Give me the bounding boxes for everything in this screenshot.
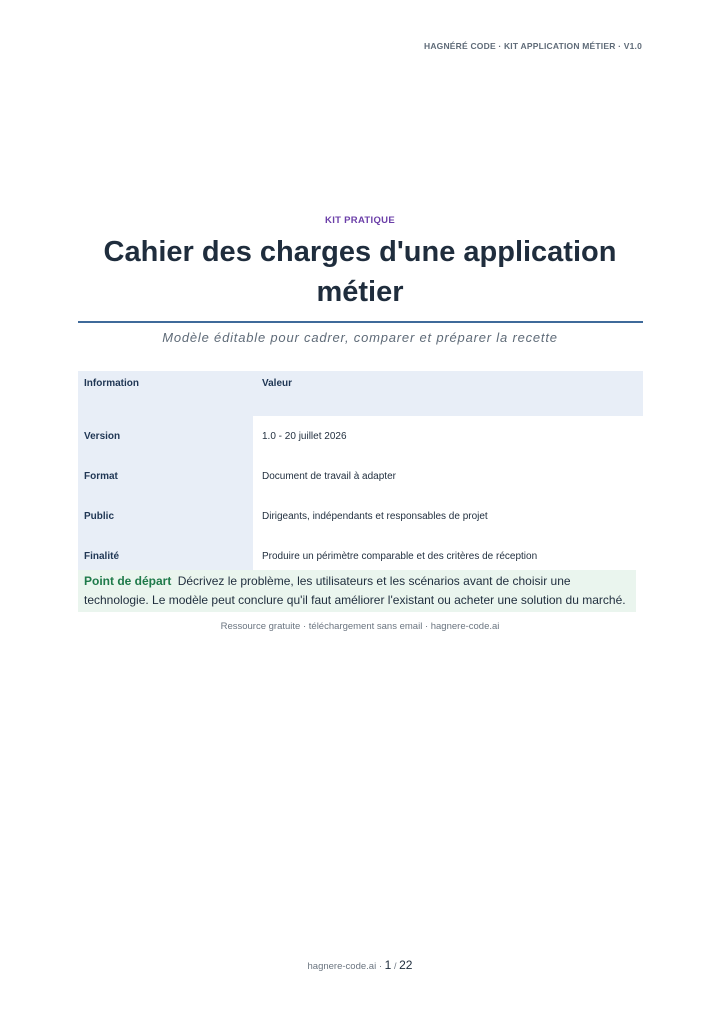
page-title: Cahier des charges d'une application métier [103,236,617,308]
callout-label: Point de départ [84,574,172,588]
row-key-format: Format [78,456,253,496]
page-footer [0,958,720,972]
starting-point-callout [78,570,636,612]
column-header-valeur: Valeur [253,371,643,416]
footer-site: hagnere-code.ai · [307,961,382,972]
row-value-finalite: Produire un périmètre comparable et des critères de réception [253,536,643,576]
resource-note: Ressource gratuite · téléchargement sans email · hagnere-code.ai [220,621,500,632]
info-table [78,371,643,576]
table-row [78,416,643,456]
kicker-label: KIT PRATIQUE [325,215,395,226]
table-header-row [78,371,643,416]
table-row [78,456,643,496]
title-divider [78,321,643,323]
page-subtitle: Modèle éditable pour cadrer, comparer et préparer la recette [162,330,558,345]
row-key-version: Version [78,416,253,456]
page-number-current: 1 [384,958,392,972]
row-value-format: Document de travail à adapter [253,456,643,496]
row-value-public: Dirigeants, indépendants et responsables de projet [253,496,643,536]
page-number-total: 22 [399,958,413,972]
callout-text: Décrivez le problème, les utilisateurs et les scénarios avant de choisir une technologie. Le modèle peut conclure qu'il faut améliorer l'existant ou acheter une solution du marché. [84,574,626,607]
row-key-finalite: Finalité [78,536,253,576]
page-number-separator: / [393,961,397,971]
row-key-public: Public [78,496,253,536]
table-row [78,496,643,536]
row-value-version: 1.0 - 20 juillet 2026 [253,416,643,456]
running-header: HAGNÉRÉ CODE · KIT APPLICATION MÉTIER · V1.0 [423,41,642,51]
column-header-information: Information [78,371,253,416]
